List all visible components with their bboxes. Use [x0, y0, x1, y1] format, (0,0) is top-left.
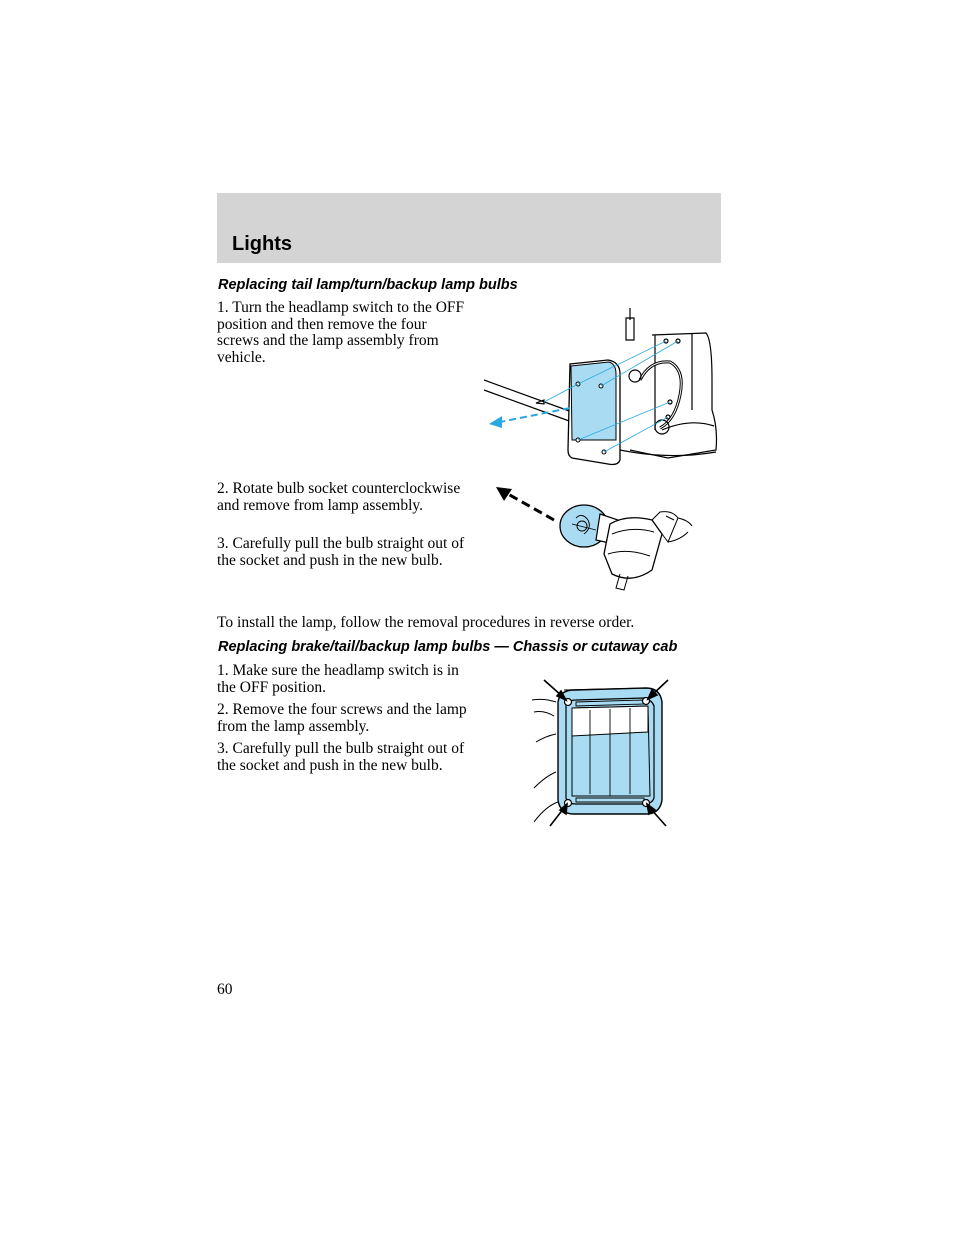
bulb-socket-removal-illustration	[492, 484, 697, 594]
step-text-1: 1. Turn the headlamp switch to the OFF position and then remove the four screws and the lamp assembly from vehicle.	[217, 299, 465, 366]
chassis-step-text-3: 3. Carefully pull the bulb straight out of the socket and push in the new bulb.	[217, 740, 465, 774]
subheading-tail-lamp: Replacing tail lamp/turn/backup lamp bulbs	[218, 277, 518, 293]
step-text-2: 2. Rotate bulb socket counterclockwise and remove from lamp assembly.	[217, 480, 461, 514]
step-text-3: 3. Carefully pull the bulb straight out of the socket and push in the new bulb.	[217, 535, 465, 569]
section-header-band	[217, 193, 721, 263]
tail-lamp-assembly-removal-illustration	[480, 300, 722, 468]
subheading-chassis-cab: Replacing brake/tail/backup lamp bulbs — Chassis or cutaway cab	[218, 639, 678, 655]
section-title: Lights	[232, 233, 292, 255]
chassis-step-text-1: 1. Make sure the headlamp switch is in the OFF position.	[217, 662, 459, 696]
chassis-step-text-2: 2. Remove the four screws and the lamp from the lamp assembly.	[217, 701, 467, 735]
install-note: To install the lamp, follow the removal procedures in reverse order.	[217, 614, 635, 631]
chassis-cab-lamp-screws-illustration	[530, 676, 675, 828]
page-number: 60	[217, 981, 233, 998]
